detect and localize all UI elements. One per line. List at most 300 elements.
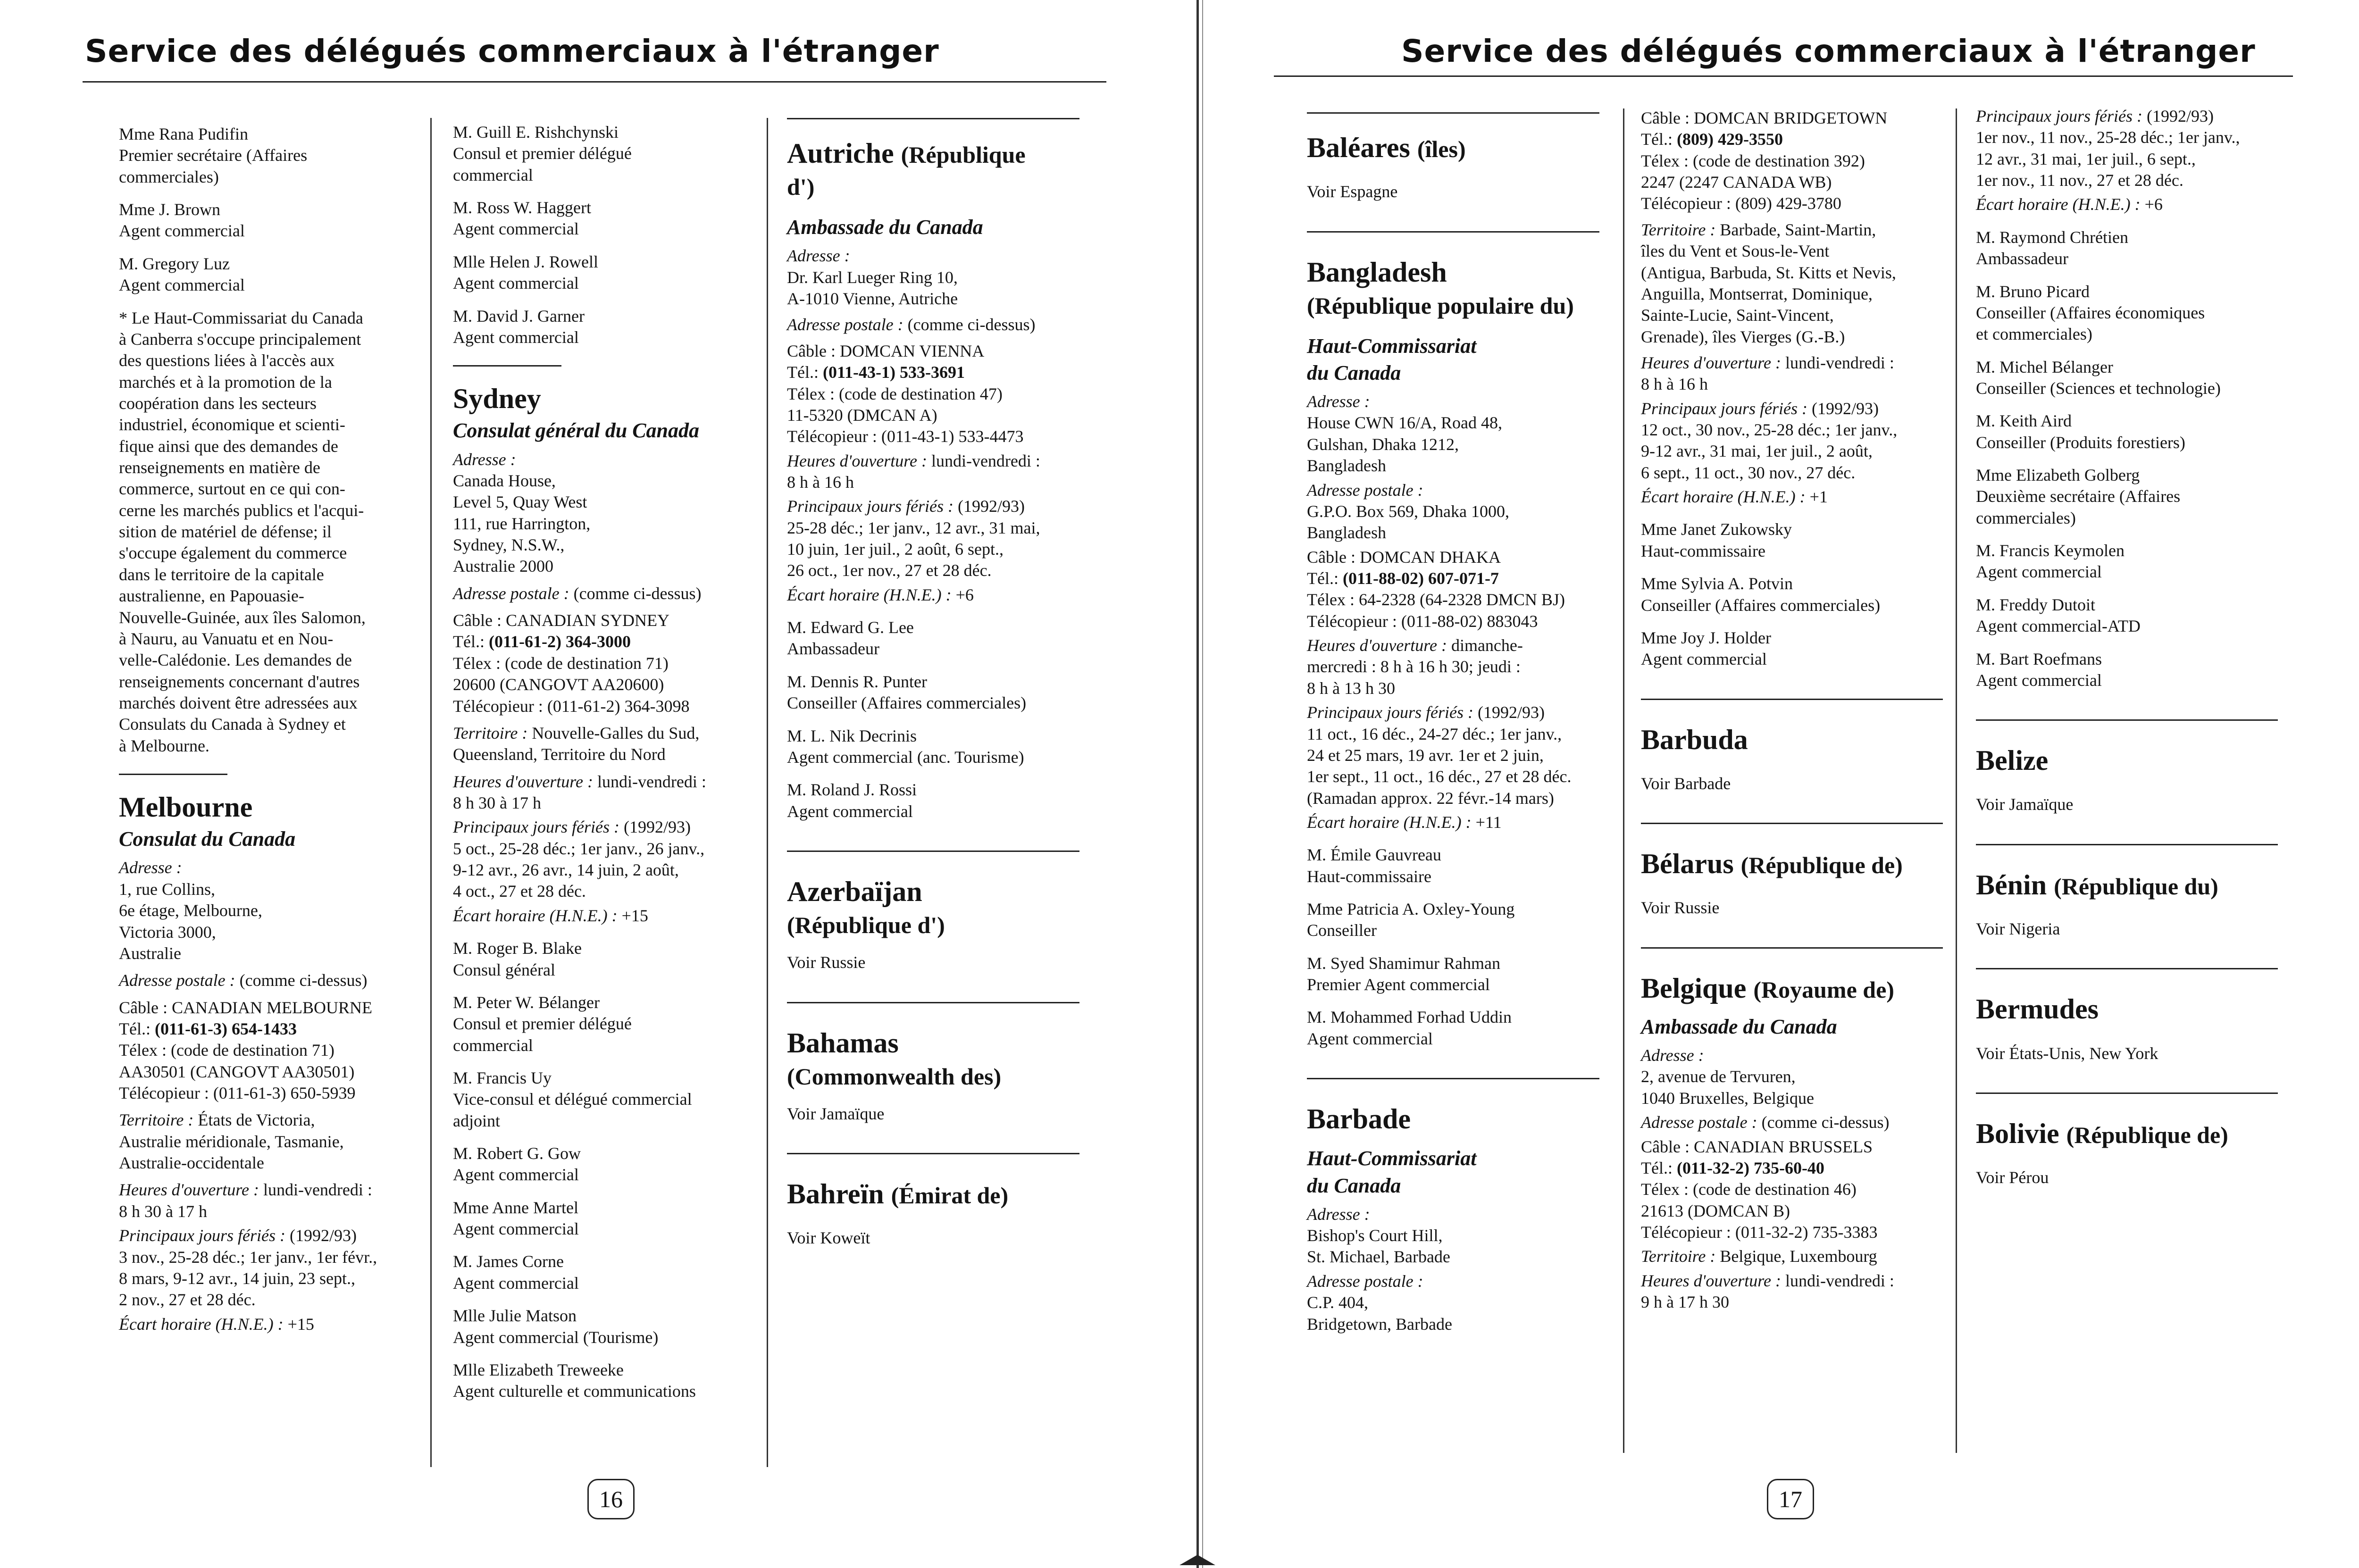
note-line: renseignements concernant d'autres [119,672,360,691]
holidays-line: 6 sept., 11 oct., 30 nov., 27 déc. [1641,463,1856,482]
column-4 [1307,112,1599,1346]
timezone-block [1307,812,1599,833]
column-divider [1956,108,1957,1453]
hours-line: 8 h à 16 h [1641,375,1708,394]
section-title-baleares [1307,131,1599,165]
postal-block [1307,1271,1599,1335]
holidays-label: Principaux jours fériés : [119,1226,285,1245]
section-rule [1307,231,1599,233]
section-rule [1307,112,1599,114]
hours-label: Heures d'ouverture : [119,1180,259,1200]
cable-line: Câble : DOMCAN BRIDGETOWN [1641,108,1888,127]
territory-line: Australie méridionale, Tasmanie, [119,1132,344,1151]
address-line: St. Michael, Barbade [1307,1247,1450,1267]
timezone-block [119,1314,421,1335]
holidays-line: 26 oct., 1er nov., 27 et 28 déc. [787,561,992,580]
section-rule [1976,844,2278,845]
see-reference: Voir États-Unis, New York [1976,1043,2158,1063]
territory-label: Territoire : [1641,220,1716,239]
hours-block [1307,635,1599,699]
note-line: marchés doivent être adressées aux [119,693,358,712]
person-name: M. Francis Keymolen [1976,541,2125,560]
holidays-label: Principaux jours fériés : [453,817,619,837]
person-entry [787,617,1079,660]
person-title: Agent commercial (anc. Tourisme) [787,747,1024,767]
timezone-label: Écart horaire (H.N.E.) : [119,1314,284,1334]
person-entry [1976,357,2278,400]
person-entry [119,253,421,296]
timezone-label: Écart horaire (H.N.E.) : [453,906,618,925]
section-rule [787,1002,1079,1003]
postal-line: Bangladesh [1307,523,1386,542]
person-name: M. Keith Aird [1976,411,2072,431]
cable-line: Câble : CANADIAN BRUSSELS [1641,1137,1873,1156]
hours-block [119,1179,421,1222]
contact-block [787,341,1079,448]
person-name: Mme Anne Martel [453,1198,578,1217]
person-title: Conseiller (Affaires commerciales) [787,693,1027,713]
column-3 [787,118,1079,1249]
person-name: M. Bruno Picard [1976,282,2090,301]
note-line: australienne, en Papouasie- [119,586,304,606]
section-title-belgique [1641,971,1943,1006]
person-title: Agent commercial [1976,670,2102,690]
person-entry [1976,649,2278,692]
holidays-line: (1992/93) [289,1226,357,1245]
spine-arrow-icon [1180,1555,1215,1565]
country-name: Bélarus [1641,848,1734,880]
person-name: M. Guill E. Rishchynski [453,123,619,142]
holidays-line: (1992/93) [957,497,1025,516]
holidays-block [1976,106,2278,191]
address-line: 2, avenue de Tervuren, [1641,1067,1796,1086]
person-entry [453,197,755,240]
timezone-label: Écart horaire (H.N.E.) : [787,585,952,604]
territory-line: (Antigua, Barbuda, St. Kitts et Nevis, [1641,263,1896,282]
postal-block [787,314,1079,335]
person-entry [453,1359,755,1402]
timezone-label: Écart horaire (H.N.E.) : [1641,487,1806,507]
tel-label: Tél.: [119,1019,151,1038]
person-entry [1976,594,2278,637]
section-rule [1976,968,2278,969]
country-name: Belgique [1641,972,1747,1004]
territory-label: Territoire : [119,1110,194,1130]
hours-line: dimanche- [1451,636,1523,655]
address-line: A-1010 Vienne, Autriche [787,289,958,309]
cable-line: Câble : CANADIAN MELBOURNE [119,998,372,1017]
office-name: Consulat général du Canada [453,419,700,442]
see-reference: Voir Espagne [1307,182,1398,201]
section-rule [1641,823,1943,824]
territory-block [453,723,755,766]
postal-label: Adresse postale : [119,971,235,990]
person-name: M. Bart Roefmans [1976,649,2102,668]
postal-block [453,583,755,604]
person-entry [1976,465,2278,529]
section-title-belize: Belize [1976,745,2049,776]
territory-block [1641,219,1943,348]
section-rule [119,774,227,775]
person-name: M. Raymond Chrétien [1976,227,2128,247]
note-line: commerce, surtout en ce qui con- [119,479,345,499]
person-name: M. Michel Bélanger [1976,357,2113,376]
person-entry [1641,627,1943,670]
address-line: Australie [119,943,181,963]
hours-label: Heures d'ouverture : [1641,1271,1781,1290]
country-name: Bahreïn [787,1178,884,1210]
person-name: Mme Sylvia A. Potvin [1641,574,1793,593]
office-name: Ambassade du Canada [787,216,983,239]
column-divider [430,118,432,1467]
note-line: fique ainsi que des demandes de [119,436,338,456]
holidays-block [119,1225,421,1310]
person-name: M. Ross W. Haggert [453,198,592,217]
person-name: M. Peter W. Bélanger [453,993,600,1012]
section-rule [1976,719,2278,721]
telex-line: Télex : (code de destination 71) [119,1041,335,1060]
holidays-line: 12 oct., 30 nov., 25-28 déc.; 1er janv., [1641,420,1898,440]
note-line: à Canberra s'occupe principalement [119,329,361,349]
country-qualifier: (République de) [1740,852,1903,879]
telex-line: 21613 (DOMCAN B) [1641,1201,1790,1220]
column-divider [1623,108,1624,1453]
timezone-block [1976,194,2278,215]
timezone-value: +11 [1475,812,1502,832]
person-title: Agent commercial [1641,650,1767,669]
cable-line: Câble : DOMCAN DHAKA [1307,547,1501,567]
person-title: Agent commercial [1307,1029,1433,1048]
person-title: Conseiller [1307,921,1377,940]
person-title: commerciales) [1976,508,2076,527]
person-entry [453,938,755,981]
person-title: Agent commercial [1976,562,2102,582]
territory-block [1641,1246,1943,1267]
telex-line: Télex : (code de destination 71) [453,653,669,673]
postal-value: (comme ci-dessus) [573,584,702,603]
see-reference: Voir Jamaïque [787,1104,885,1123]
section-title-bolivie [1976,1117,2278,1151]
person-title: Conseiller (Affaires économiques [1976,303,2205,322]
address-block [1307,1204,1599,1268]
timezone-block [1641,486,1943,508]
holidays-line: 1er nov., 11 nov., 25-28 déc.; 1er janv., [1976,128,2240,147]
tel-value: (011-88-02) 607-071-7 [1342,568,1499,588]
person-entry [1976,281,2278,345]
address-line: Dr. Karl Lueger Ring 10, [787,267,958,287]
left-header-rule [83,81,1106,83]
person-name: M. Edward G. Lee [787,618,914,637]
note-line: à Melbourne. [119,736,209,755]
telex-line: 20600 (CANGOVT AA20600) [453,675,664,694]
holidays-line: 25-28 déc.; 1er janv., 12 avr., 31 mai, [787,518,1040,537]
person-name: M. Émile Gauvreau [1307,845,1441,865]
hours-block [787,450,1079,493]
fax-line: Télécopieur : (809) 429-3780 [1641,194,1841,213]
person-entry [787,671,1079,714]
person-title: Haut-commissaire [1641,541,1765,560]
address-block [453,449,755,577]
page-spine [1196,0,1199,1568]
person-title: Consul et premier délégué [453,144,632,163]
telex-line: AA30501 (CANGOVT AA30501) [119,1062,355,1081]
column-2 [453,122,755,1414]
address-line: 1, rue Collins, [119,879,215,899]
postal-value: (comme ci-dessus) [239,971,368,990]
person-title: Conseiller (Affaires commerciales) [1641,595,1881,615]
person-name: Mlle Julie Matson [453,1306,577,1326]
country-qualifier: (République [901,142,1026,168]
country-name: Bénin [1976,869,2047,901]
person-title: Vice-consul et délégué commercial [453,1090,692,1109]
section-title-melbourne: Melbourne [119,792,253,823]
hours-line: 8 h à 16 h [787,472,854,492]
note-line: sition de matériel de défense; il [119,522,332,542]
timezone-value: +6 [2144,195,2163,214]
address-label: Adresse : [119,858,182,877]
address-label: Adresse : [1307,1204,1370,1224]
country-qualifier: (Émirat de) [891,1182,1009,1209]
telex-line: 11-5320 (DMCAN A) [787,405,937,425]
note-line: * Le Haut-Commissariat du Canada [119,308,363,327]
note-line: Consulats du Canada à Sydney et [119,715,346,734]
postal-value: (comme ci-dessus) [907,315,1036,334]
person-name: M. Francis Uy [453,1068,552,1087]
section-title-bermudes: Bermudes [1976,993,2099,1025]
holidays-line: 10 juin, 1er juil., 2 août, 6 sept., [787,540,1004,559]
person-entry [453,992,755,1056]
section-title-bangladesh: Bangladesh [1307,256,1447,288]
person-name: M. Roger B. Blake [453,939,582,958]
person-entry [453,1305,755,1348]
section-title-benin [1976,868,2278,902]
address-block [1307,391,1599,476]
holidays-line: (1992/93) [2146,107,2214,125]
note-line: velle-Calédonie. Les demandes de [119,651,352,670]
person-title: Agent commercial [453,1219,579,1239]
address-line: Victoria 3000, [119,922,216,942]
hours-label: Heures d'ouverture : [787,451,927,470]
fax-line: Télécopieur : (011-61-2) 364-3098 [453,696,690,716]
person-title: Premier secrétaire (Affaires [119,146,308,165]
address-block [119,857,421,964]
territory-line: États de Victoria, [198,1110,315,1130]
person-title: commerciales) [119,167,219,186]
tel-value: (011-61-2) 364-3000 [488,632,631,651]
territory-line: Sainte-Lucie, Saint-Vincent, [1641,306,1834,325]
hours-line: lundi-vendredi : [1785,353,1894,372]
tel-label: Tél.: [1307,568,1338,588]
note-line: renseignements en matière de [119,458,320,477]
person-title: Agent commercial (Tourisme) [453,1327,659,1347]
address-block [1641,1045,1943,1109]
note-line: coopération dans les secteurs [119,393,317,413]
hours-block [1641,352,1943,395]
note-line: cerne les marchés publics et l'acqui- [119,500,364,520]
person-entry [453,1251,755,1294]
hours-label: Heures d'ouverture : [1641,353,1781,372]
person-entry [1307,1007,1599,1050]
section-title-azerbaijan: Azerbaïjan [787,876,922,907]
address-line: Canada House, [453,471,556,490]
person-title: Consul et premier délégué [453,1014,632,1034]
tel-value: (809) 429-3550 [1676,130,1783,149]
person-title: Premier Agent commercial [1307,975,1490,994]
see-reference: Voir Barbade [1641,774,1731,793]
postal-block [1307,480,1599,544]
tel-label: Tél.: [1641,130,1673,149]
person-title: Agent commercial [453,1273,579,1293]
person-title: Agent commercial [453,274,579,293]
column-5 [1641,108,1943,1324]
person-title: commercial [453,165,533,184]
note-line: Nouvelle-Guinée, aux îles Salomon, [119,608,366,627]
canberra-note [119,308,421,757]
address-line: Level 5, Quay West [453,492,587,512]
timezone-value: +15 [621,906,648,925]
postal-line: Bridgetown, Barbade [1307,1314,1452,1334]
timezone-value: +6 [955,585,974,604]
timezone-value: +1 [1809,487,1828,507]
timezone-block [787,584,1079,606]
person-title: commercial [453,1035,533,1055]
contact-block [119,997,421,1104]
hours-line: lundi-vendredi : [263,1180,372,1200]
hours-line: 8 h à 13 h 30 [1307,678,1395,698]
person-name: M. Roland J. Rossi [787,780,917,800]
fax-line: Télécopieur : (011-43-1) 533-4473 [787,427,1024,446]
person-name: Mme Patricia A. Oxley-Young [1307,900,1515,919]
address-line: Sydney, N.S.W., [453,535,565,555]
see-reference: Voir Pérou [1976,1168,2049,1187]
territory-label: Territoire : [1641,1247,1716,1266]
person-title: Conseiller (Sciences et technologie) [1976,378,2221,398]
hours-block [453,771,755,814]
office-name: Haut-Commissariat [1307,1147,1477,1170]
person-title: Conseiller (Produits forestiers) [1976,433,2185,452]
timezone-value: +15 [287,1314,314,1334]
person-title: Agent commercial [787,801,913,821]
holidays-line: (1992/93) [1811,399,1879,418]
country-qualifier: (République populaire du) [1307,292,1574,319]
note-line: à Nauru, au Vanuatu et en Nou- [119,629,334,648]
section-title-sydney: Sydney [453,383,541,415]
person-name: M. Syed Shamimur Rahman [1307,953,1500,973]
left-page-header: Service des délégués commerciaux à l'étranger [85,33,939,69]
section-rule [787,118,1079,119]
person-name: Mme Rana Pudifin [119,125,248,143]
tel-value: (011-61-3) 654-1433 [154,1019,297,1038]
see-reference: Voir Russie [787,953,866,972]
address-line: Australie 2000 [453,557,553,576]
postal-block [119,970,421,991]
tel-label: Tél.: [453,632,485,651]
holidays-line: 8 mars, 9-12 avr., 14 juin, 23 sept., [119,1268,355,1288]
note-line: des questions liées à l'accès aux [119,351,335,370]
note-line: marchés et à la promotion de la [119,372,332,392]
country-qualifier: (Commonwealth des) [787,1063,1002,1090]
person-entry [1307,953,1599,996]
person-entry [453,1197,755,1240]
page-spine-shadow [1202,0,1203,1568]
person-name: M. Gregory Luz [119,254,230,273]
postal-label: Adresse postale : [1307,480,1423,500]
section-title-barbade: Barbade [1307,1103,1411,1135]
section-rule [453,365,561,367]
telex-line: 2247 (2247 CANADA WB) [1641,173,1832,192]
timezone-block [453,905,755,926]
postal-value: (comme ci-dessus) [1761,1113,1890,1132]
postal-label: Adresse postale : [1307,1271,1423,1291]
person-title: Agent commercial-ATD [1976,617,2141,636]
timezone-label: Écart horaire (H.N.E.) : [1307,812,1472,832]
holidays-label: Principaux jours fériés : [1307,703,1473,722]
see-reference: Voir Russie [1641,898,1720,917]
person-title: Consul général [453,960,555,979]
person-name: M. Freddy Dutoit [1976,595,2096,614]
holidays-line: (1992/93) [623,817,691,837]
holidays-line: 1er sept., 11 oct., 16 déc., 27 et 28 déc. [1307,767,1572,786]
office-name: du Canada [1307,1174,1401,1197]
holidays-line: 11 oct., 16 déc., 24-27 déc.; 1er janv., [1307,724,1562,743]
territory-line: Queensland, Territoire du Nord [453,745,666,764]
person-title: Agent commercial [119,275,245,295]
right-page-header: Service des délégués commerciaux à l'étranger [1401,33,2256,69]
tel-value: (011-43-1) 533-3691 [822,363,965,382]
country-qualifier: (République de) [2066,1121,2228,1148]
holidays-block [453,817,755,902]
holidays-label: Principaux jours fériés : [1976,107,2142,125]
hours-label: Heures d'ouverture : [453,772,593,791]
holidays-line: 2 nov., 27 et 28 déc. [119,1290,256,1309]
holidays-line: (Ramadan approx. 22 févr.-14 mars) [1307,788,1554,808]
person-title: Haut-commissaire [1307,867,1431,886]
country-qualifier: (Royaume de) [1753,976,1894,1003]
person-name: M. David J. Garner [453,306,585,325]
holidays-label: Principaux jours fériés : [1641,399,1807,418]
person-entry [1641,519,1943,562]
person-entry [1307,899,1599,942]
timezone-label: Écart horaire (H.N.E.) : [1976,195,2141,214]
country-qualifier: (République d') [787,912,945,939]
person-entry [453,1068,755,1132]
person-title: Ambassadeur [1976,249,2068,268]
page-number-left: 16 [587,1479,635,1519]
person-entry [453,1143,755,1186]
postal-label: Adresse postale : [453,584,569,603]
see-reference: Voir Nigeria [1976,919,2060,938]
address-line: Bangladesh [1307,456,1386,475]
contact-block [1641,1136,1943,1243]
hours-line: lundi-vendredi : [931,451,1040,470]
section-rule [1641,699,1943,700]
column-divider [767,118,768,1467]
section-rule [1307,1078,1599,1079]
address-label: Adresse : [1641,1046,1704,1065]
person-entry [787,779,1079,822]
person-entry [1976,410,2278,453]
address-line: 1040 Bruxelles, Belgique [1641,1088,1814,1108]
hours-line: 8 h 30 à 17 h [119,1201,207,1221]
holidays-block [787,496,1079,581]
office-name: Haut-Commissariat [1307,334,1477,358]
note-line: industriel, économique et scienti- [119,415,345,434]
cable-line: Câble : DOMCAN VIENNA [787,341,985,360]
person-entry [453,306,755,349]
telex-line: Télex : (code de destination 46) [1641,1180,1857,1199]
holidays-block [1307,702,1599,809]
holidays-line: (1992/93) [1477,703,1545,722]
